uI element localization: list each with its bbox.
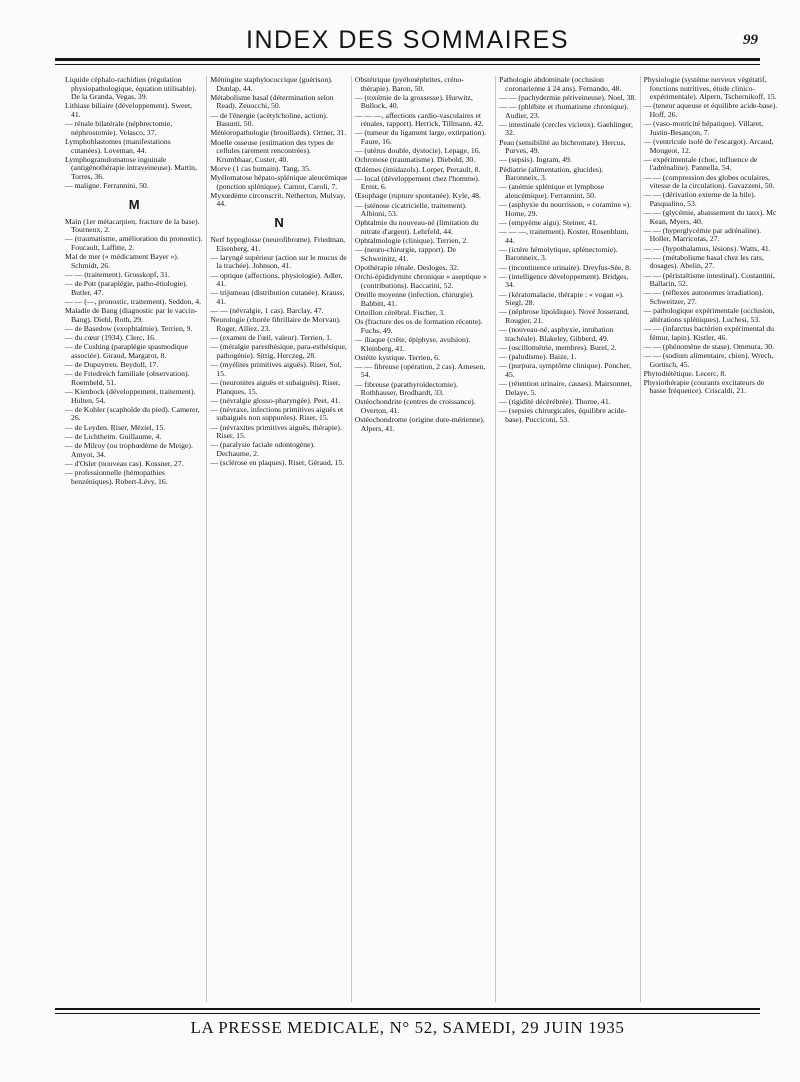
index-entry: Lithiase biliaire (développement). Sweet, 41. [65, 101, 193, 119]
index-entry: — — —, traitement). Koster, Rosenblum, 44. [499, 227, 629, 245]
index-entry: — (ventricule isolé de l'escargot). Arcaud, Mougeot, 12. [643, 136, 774, 155]
index-entry: Physiologie (système nerveux végétatif, fonctions nutritives, étude clinico-expérimentale). Alpern, Tschernikoff, 15. [643, 76, 777, 102]
index-entry: — (méralgie paresthésique, para-esthésique, pathogénie). Sittig, Herczeg, 28. [210, 342, 347, 360]
index-entry: Main (1er métacarpien, fracture de la base). Tourneux, 2. [65, 216, 200, 235]
index-entry: Morve (1 cas humain). Tang, 35. [210, 163, 311, 173]
index-entry: — local (développement chez l'homme). Ernst, 6. [354, 173, 480, 192]
index-entry: — (sclérose en plaques). Riser, Géraud, 15. [210, 458, 345, 468]
index-entry: — — (sodium alimentaire, chien). Wrech, Gortisch, 45. [643, 350, 774, 369]
index-entry: — (rétention urinaire, causes). Mairsonnet, Delaye, 5. [499, 379, 632, 397]
index-entry: — (névraxites primitives aiguës, thérapie). Riser, 15. [210, 422, 342, 441]
index-entry: — — (péristaltisme intestinal). Costantini, Ballarin, 52. [643, 270, 775, 289]
index-entry: — — (métabolisme basal chez les rats, dosages). Abelin, 27. [643, 252, 764, 271]
index-entry: — Kienbock (développement, traitement). Hulten, 54. [65, 387, 196, 405]
index-entry: — (sténose cicatricielle, traitement). Albioni, 53. [354, 200, 467, 219]
index-entry: — (teneur aqueuse et équilibre acide-base). Hoff, 26. [643, 101, 778, 119]
index-entry: — d'Osler (nouveau cas). Kossner, 27. [65, 458, 184, 468]
section-letter: M [128, 196, 140, 212]
index-entry: — (purpura, symptôme clinique). Poncher, 45. [499, 361, 632, 379]
index-entry: — — (phlébite et rhumatisme chronique). Audier, 23. [499, 101, 629, 120]
index-entry: — — (névralgie, 1 cas). Barclay, 47. [210, 306, 324, 316]
index-entry: — professionnelle (hémopathies benzéniques). Robert-Lévy, 16. [65, 468, 168, 486]
index-entry: Ophtalmologie (clinique). Terrien, 2. [354, 236, 469, 246]
index-entry: Orteillon cérébral. Fischer, 3. [354, 307, 445, 317]
index-entry: — maligne. Ferrannini, 50. [65, 181, 149, 191]
index-entry: — (intelligence développement). Bridges, 34. [499, 271, 629, 290]
index-entry: — de Kohler (scaphoïde du pied). Camerer, 26. [65, 404, 200, 423]
index-entry: — de Pott (paraplégie, patho-étiologie). Butler, 47. [65, 279, 188, 297]
index-entry: Pathologie abdominale (occlusion coronarienne à 24 ans). Fernando, 48. [499, 76, 622, 93]
index-entry: — — (glycémie, abaissement du taux). Mc Kean, Myers, 40. [643, 208, 777, 226]
index-entry: — (kératomalacie, thérapie : « vogan »). Siegl, 28. [499, 289, 624, 308]
index-entry: Neurologie (chorée fibrillaire de Morvan). Roger, Alliez, 23. [210, 315, 341, 333]
index-entry: — (oscillométrie, membres). Burel, 2. [499, 342, 617, 352]
index-entry: — — fibreuse (opération, 2 cas). Arnesen, 54. [354, 361, 486, 380]
index-entry: Métabolisme basal (détermination selon Read). Zeuocchi, 50. [210, 92, 334, 111]
index-entry: — (ictère hémolytique, splénectomie). Baronneix, 3. [499, 244, 618, 263]
index-column [640, 76, 784, 1002]
index-entry: Ostéite kystique. Terrien, 6. [354, 352, 440, 362]
index-entry: — (anémie splénique et lymphose aleucémique). Ferrannini, 50. [499, 182, 605, 200]
index-entry: — de Dupuytren. Beydoll, 17. [65, 360, 159, 370]
index-entry: — optique (affections, physiologie). Adler, 41. [210, 270, 343, 289]
index-entry: — — (phénomène de stase). Ommura, 30. [643, 341, 775, 351]
index-entry: — (neuronites aiguës et subaiguës). Riser, Planques, 15. [210, 377, 341, 396]
index-column [62, 76, 206, 1002]
footer-rule-thin [55, 1013, 760, 1014]
index-entry: — (myélites primitives aiguës). Riser, Sol, 15. [210, 360, 342, 378]
page-footer [55, 1008, 760, 1048]
index-entry: Lymphoblastomes (manifestations cutanées). Loveman, 44. [65, 136, 171, 155]
index-entry: — de Lichtheim. Guillaume, 4. [65, 431, 162, 441]
index-entry: — (tumeur du ligament large, extirpation). Faure, 16. [354, 128, 486, 146]
index-entry: — (paludisme). Baize, 1. [499, 352, 577, 362]
index-entry: Ostéochondrome (origine dure-mérienne). Alpers, 41. [354, 415, 485, 433]
index-entry: Œdèmes (imidazols). Lorper, Perrault, 8. [354, 164, 481, 174]
index-entry: Moelle osseuse (estimation des types de cellules rarement rencontrées). Krumbhaar, Custer, 40. [210, 137, 334, 164]
index-entry: Obstétrique (pyélonéphrites, créno-thérapie). Baron, 50. [354, 76, 464, 93]
index-entry: — expérimentale (choc, influence de l'adrénaline). Pannella, 54. [643, 154, 758, 173]
publication-line: LA PRESSE MEDICALE, N° 52, SAMEDI, 29 JUIN 1935 [190, 1018, 625, 1037]
index-entry: Oreille moyenne (infection, chirurgie). Babbitt, 41. [354, 290, 474, 308]
page-title: INDEX DES SOMMAIRES [246, 26, 569, 54]
index-entry: — (empyème aigu). Steiner, 41. [499, 217, 598, 227]
index-column [351, 76, 495, 1002]
section-letter: N [274, 215, 284, 231]
index-column [206, 76, 350, 1002]
index-entry: — du cœur (1934). Clerc, 16. [65, 333, 156, 343]
index-entry: — fibreuse (parathyroïdectomie). Rothhauser, Brodhardt, 33. [354, 379, 458, 398]
index-entry: — (examen de l'œil, valeur). Terrien, 1. [210, 333, 332, 343]
index-entry: Méningite staphylococcique (guérison). Dunlap, 44. [210, 76, 333, 93]
index-entry: Phytodiététique. Lecerc, 8. [643, 368, 727, 378]
index-entry: Ochronose (traumatisme). Diebold, 30. [354, 155, 476, 165]
index-entry: — de Milroy (ou trophœdème de Meige). Amyot, 34. [65, 441, 193, 459]
index-entry: — (nouveau-né, asphyxie, intubation trachéale). Blakeley, Gibberd, 49. [499, 325, 614, 343]
index-entry: — (sepsies chirurgicales, équilibre acide-base). Pucciconi, 53. [499, 406, 627, 424]
index-entry: — (traumatisme, amélioration du pronostic). Foucault, Laffitte, 2. [65, 234, 203, 253]
index-entry: — — (hypothalamus, lésions). Watts, 41. [643, 243, 771, 253]
header-rule [55, 58, 760, 61]
index-entry: — laryngé supérieur (action sur le mucus de la trachée). Johnson, 41. [210, 252, 347, 271]
header-rule-thin [55, 64, 760, 65]
index-entry: Pédiatrie (alimentation, glucides). Baronneix, 3. [499, 164, 604, 183]
index-entry: Mal de mer (« médicament Bayer »). Schmidt, 26. [65, 252, 179, 270]
index-entry: — (neuro-chirurgie, rapport). De Schweinitz, 41. [354, 245, 457, 263]
index-entry: — — (pachydermie périveineuse). Noel, 38. [499, 92, 637, 102]
index-entry: — (rigidité décérébrée). Thorne, 41. [499, 396, 611, 406]
index-entry: — (névraxe, infections primitives aiguës et subaiguës non suppurées). Riser, 15. [210, 404, 344, 423]
index-entry: — (paralysie faciale odontogène). Dechaume, 2. [210, 440, 315, 459]
index-entry: Myxœdème circonscrit. Netherton, Mulvay, 44. [210, 190, 346, 209]
index-entry: — (sepsis). Ingram, 49. [499, 155, 572, 165]
index-entry: — iliaque (crête, épiphyse, avulsion). Kleinberg, 41. [354, 334, 471, 353]
index-entry: Os (fracture des os de formation récente). Fuchs, 49. [354, 317, 483, 335]
index-entry: Physiothérapie (courants excitateurs de basse fréquence). Criscaldi, 21. [643, 377, 765, 396]
index-entry: Liquide céphalo-rachidien (régulation physiopathologique, équation utilisable). De la Granda, Vegas, 39. [65, 76, 197, 102]
index-entry: — (vaso-motricité hépatique). Villaret, Justin-Besançon, 7. [643, 119, 764, 137]
page-number: 99 [743, 32, 758, 48]
index-entry: — de Friedreich familiale (observation). Roemheld, 51. [65, 369, 190, 387]
index-entry: — de Basedow (exophtalmie). Terrien, 9. [65, 323, 193, 333]
index-entry: Nerf hypoglosse (neurofibrome). Friedman, Eisenberg, 41. [210, 235, 346, 253]
index-entry: Maladie de Bang (diagnostic par le vaccin-Bang). Diehl, Roth, 29. [65, 306, 198, 324]
index-entry: Orchi-épididymite chronique « aseptique » (contributions). Baccarini, 52. [354, 272, 487, 290]
index-entry: — — (—, pronostic, traitement). Seddon, 4. [65, 297, 202, 306]
index-entry: — de Cushing (paraplégie spasmodique associée). Giraud, Margarot, 8. [65, 342, 188, 360]
index-entry: — — —, affections cardio-vasculaires et rénales, rapport). Herrick, Tillmann, 42. [354, 110, 484, 129]
index-entry: Ophtalmie du nouveau-né (limitation du nitrate d'argent). Lehrfeld, 44. [354, 218, 479, 237]
index-entry: — de Leyden. Riser, Méziel, 15. [65, 422, 166, 432]
index-entry: Météoropathologie (brouillards). Ortner, 31. [210, 128, 347, 138]
index-entry: — (névralgie glosso-pharyngée). Peet, 41. [210, 395, 341, 405]
index-columns [62, 76, 784, 1002]
index-entry: — — (dérivation externe de la bile). Pasqualino, 53. [643, 190, 756, 208]
page-header [55, 18, 760, 68]
index-entry: Œsophage (rupture spontanée). Kyle, 48. [354, 191, 481, 201]
footer-rule [55, 1008, 760, 1010]
index-entry: Myélomatose hépato-splénique aleucémique (ponction splénique). Carnot, Caroli, 7. [210, 173, 348, 191]
index-entry: — — (compression des globes oculaires, vitesse de la circulation). Gavazzeni, 50. [643, 172, 775, 191]
index-entry: — — (infarctus bactérien expérimental du fémur, lapin). Kistler, 46. [643, 323, 774, 342]
index-column [495, 76, 639, 1002]
index-entry: — — (réflexes autonomes irradiation). Schweitzer, 27. [643, 288, 764, 306]
index-entry: — intestinale (cercles vicieux). Gaehlinger, 32. [499, 119, 633, 138]
index-entry: — (incontinence urinaire). Dreyfus-Sée, 8. [499, 262, 631, 272]
index-entry: Lymphogranulomatose inguinale (antigénothérapie intraveineuse). Martin, Torres, 36. [65, 154, 197, 181]
index-entry: — (néphrose lipoïdique). Nové Josserand, Rougier, 21. [499, 307, 629, 325]
index-entry: — (utérus double, dystocie). Lepage, 16. [354, 146, 481, 156]
index-entry: — trijumeau (distribution cutanée). Krauss, 41. [210, 288, 345, 306]
index-entry: — — (traitement). Grosskopf, 31. [65, 270, 170, 280]
index-entry: Ostéochondrite (centres de croissance). Overton, 41. [354, 397, 476, 416]
index-entry: — rénale bilatérale (néphrectomie, néphrostomie). Velasco, 37. [65, 119, 173, 137]
index-entry: — pathologique expérimentale (occlusion, altérations spléniques). Luchesi, 53. [643, 306, 775, 324]
index-entry: — — (hyperglycémie par adrénaline). Holler, Marricotas, 27. [643, 225, 762, 244]
index-entry: Opothérapie rénale. Desloges, 32. [354, 263, 459, 273]
index-entry: — (asphyxie du nourrisson, « coramine »). Home, 29. [499, 200, 632, 218]
index-entry: — (toxémie de la grossesse). Hurwitz, Bullock, 40. [354, 92, 473, 111]
index-entry: — de l'énergie (acétylcholine, action). Basunti, 50. [210, 110, 328, 129]
index-entry: Peau (sensibilité au bichromate). Hercus, Purves, 49. [499, 137, 626, 156]
